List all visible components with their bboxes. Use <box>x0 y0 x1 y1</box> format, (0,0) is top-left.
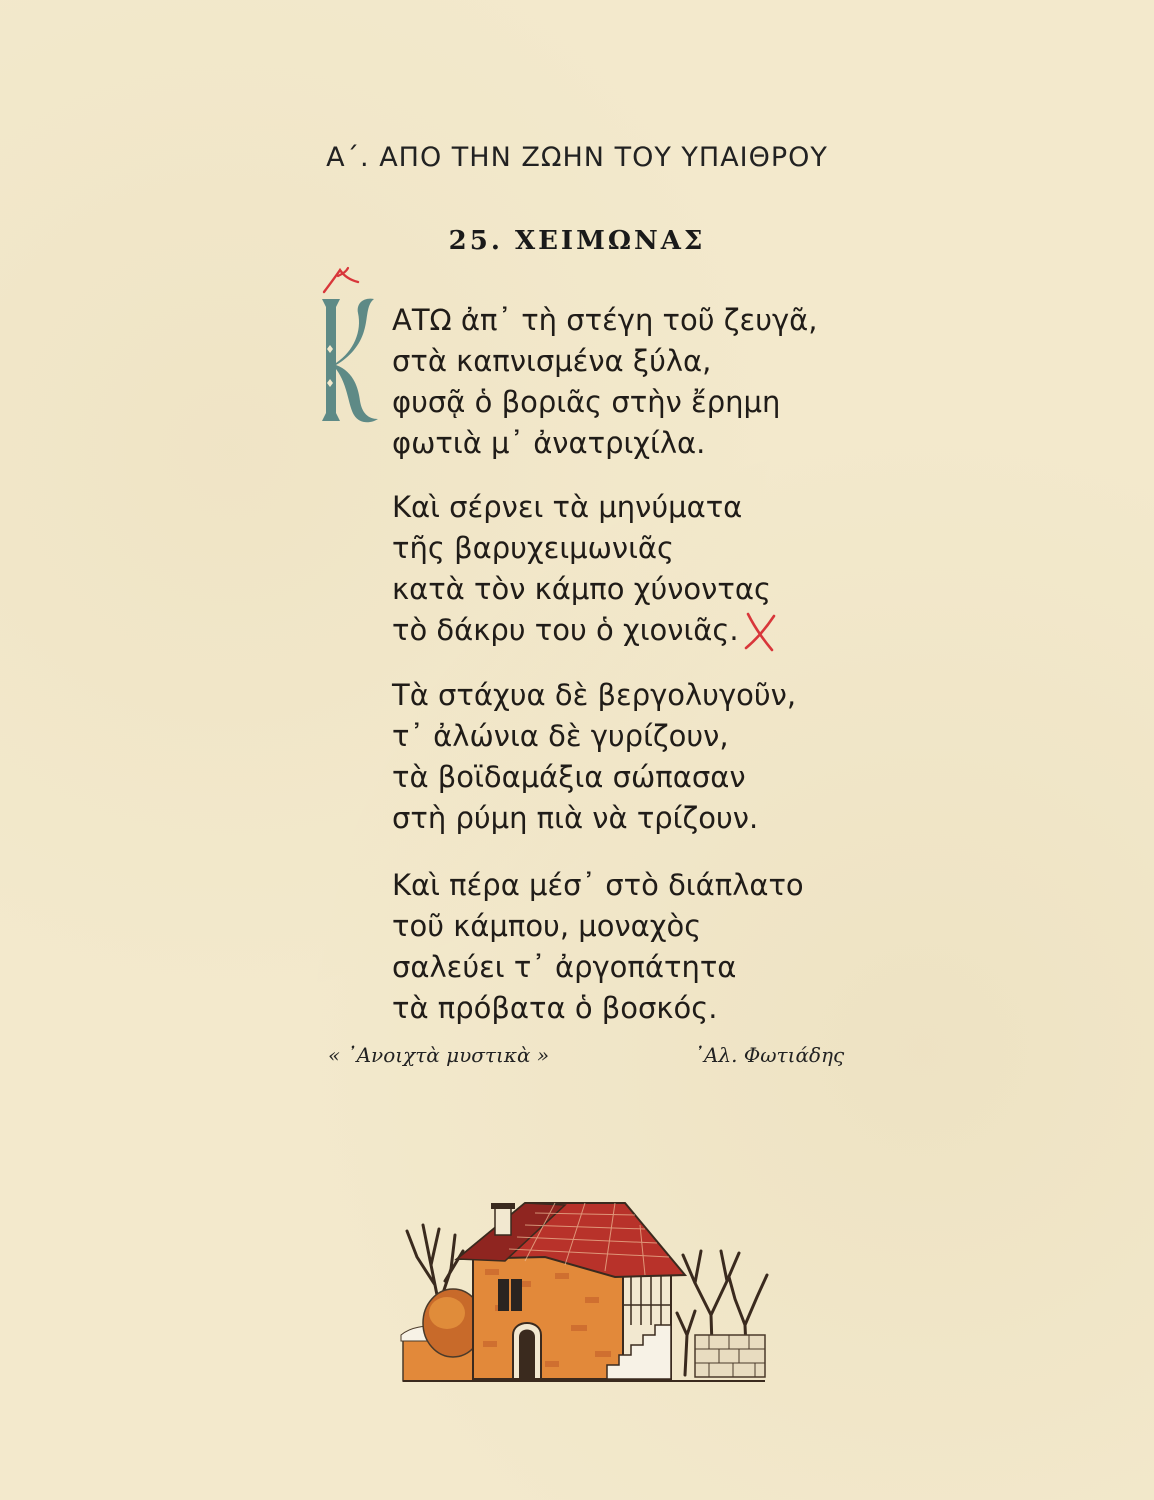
poem-line: στὴ ρύμη πιὰ νὰ τρίζουν. <box>392 801 759 835</box>
stanza-2 <box>392 487 952 651</box>
section-heading: Α΄. ΑΠΟ ΤΗΝ ΖΩΗΝ ΤΟΥ ΥΠΑΙΘΡΟΥ <box>326 142 828 173</box>
source-citation: « ᾽Ανοιχτὰ μυστικὰ » <box>328 1043 550 1067</box>
poem-line: φωτιὰ μ᾽ ἀνατριχίλα. <box>392 426 706 460</box>
poem-line: Καὶ σέρνει τὰ μηνύματα <box>392 490 743 524</box>
dropcap-k-icon <box>306 285 386 435</box>
poem-line: τοῦ κάμπου, μοναχὸς <box>392 909 702 943</box>
poem-line: Τὰ στάχυα δὲ βεργολυγοῦν, <box>392 678 797 712</box>
poem-line: ΑΤΩ ἀπ᾽ τὴ στέγη τοῦ ζευγᾶ, <box>392 303 818 337</box>
poem-line: κατὰ τὸν κάμπο χύνοντας <box>392 572 771 606</box>
poem-line: τὸ δάκρυ του ὁ χιονιᾶς. <box>392 613 739 647</box>
author-name: ᾽Αλ. Φωτιάδης <box>694 1043 845 1067</box>
stanza-4 <box>392 865 952 1029</box>
poem-line: στὰ καπνισμένα ξύλα, <box>392 344 712 378</box>
poem-line: τῆς βαρυχειμωνιᾶς <box>392 531 675 565</box>
stanza-1 <box>392 300 952 464</box>
poem-line: Καὶ πέρα μέσ᾽ στὸ διάπλατο <box>392 868 804 902</box>
poem-line: τ᾽ ἀλώνια δὲ γυρίζουν, <box>392 719 729 753</box>
poem-line: φυσᾷ ὁ βοριᾶς στὴν ἔρημη <box>392 385 781 419</box>
red-check-mark-icon <box>318 262 364 298</box>
poem-line: τὰ βοϊδαμάξια σώπασαν <box>392 760 746 794</box>
poem-title: 25. ΧΕΙΜΩΝΑΣ <box>448 226 706 256</box>
stanza-3 <box>392 675 952 839</box>
house-illustration <box>395 1185 775 1395</box>
poem-line: τὰ πρόβατα ὁ βοσκός. <box>392 991 718 1025</box>
poem-line: σαλεύει τ᾽ ἀργοπάτητα <box>392 950 737 984</box>
